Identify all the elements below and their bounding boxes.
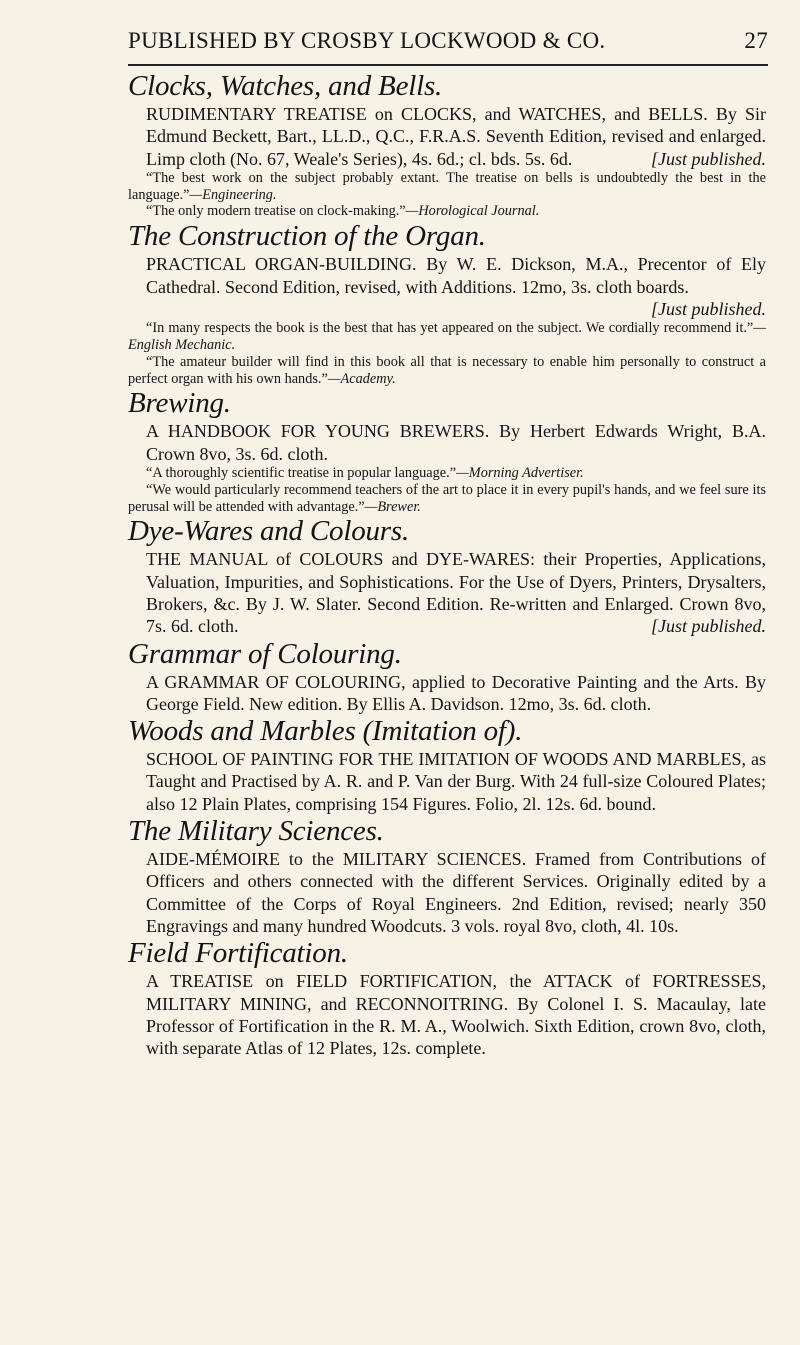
quote-text: “The amateur builder will find in this book all that is necessary to enable him personally to construct a perfect organ with his own hands.” (128, 353, 766, 387)
page-number: 27 (744, 28, 768, 53)
entry-heading: Brewing. (128, 387, 231, 420)
entry-description-text: A TREATISE on FIELD FORTIFICATION, the ATTACK of FORTRESSES, MILITARY MINING, and RECONNOITRING. By Colonel I. S. Macaulay, late Professor of Fortification in the R. M. A., Woolwich. Sixth Edition, crown 8vo, cloth, with separate Atlas of 12 Plates, 12s. complete. (146, 971, 766, 1059)
catalogue-entry (128, 937, 766, 1059)
availability-note: [Just published. (651, 616, 766, 637)
entry-description (146, 748, 766, 815)
entry-description (146, 970, 766, 1059)
entry-description (146, 103, 766, 170)
entry-description (146, 671, 766, 716)
entry-description-text: RUDIMENTARY TREATISE on CLOCKS, and WATCHES, and BELLS. By Sir Edmund Beckett, Bart., LL.D., Q.C., F.R.A.S. Seventh Edition, revised and enlarged. Limp cloth (No. 67, Weale's Series), 4s. 6d.; cl. bds. 5s. 6d. (146, 104, 766, 169)
quote-text: “We would particularly recommend teachers of the art to place it in every pupil's hands, and we feel sure its perusal will be attended with advantage.” (128, 481, 766, 515)
header-rule (128, 64, 768, 66)
running-header (128, 28, 768, 54)
quote-text: “The best work on the subject probably extant. The treatise on bells is undoubtedly the best in the language.” (128, 169, 766, 203)
availability-note: [Just published. (651, 148, 766, 169)
availability-note: [Just published. (651, 298, 766, 319)
entry-description (146, 548, 766, 637)
entry-heading: Woods and Marbles (Imitation of). (128, 715, 523, 748)
entry-heading: Dye-Wares and Colours. (128, 515, 410, 548)
entry-heading: Grammar of Colouring. (128, 637, 402, 670)
quote-source: —Engineering. (189, 186, 277, 203)
entry-heading: The Construction of the Organ. (128, 220, 486, 253)
publisher-title: PUBLISHED BY CROSBY LOCKWOOD & CO. (128, 28, 606, 53)
quote-source: —English Mechanic. (128, 320, 766, 353)
entry-heading: Field Fortification. (128, 937, 348, 970)
quote-source: —Academy. (327, 370, 396, 387)
review-quote (128, 203, 766, 220)
entry-description-text: AIDE-MÉMOIRE to the MILITARY SCIENCES. Framed from Contributions of Officers and others connected with the different Services. Originally edited by a Committee of the Corps of Royal Engineers. 2nd Edition, revised; nearly 350 Engravings and many hundred Woodcuts. 3 vols. royal 8vo, cloth, 4l. 10s. (146, 849, 766, 936)
catalogue-entry (128, 387, 766, 515)
catalogue-entry (128, 515, 766, 637)
entry-heading: The Military Sciences. (128, 815, 384, 848)
entry-description (146, 253, 766, 319)
entry-description (146, 848, 766, 937)
review-quote (128, 320, 766, 354)
review-quote (128, 482, 766, 516)
entry-description (146, 420, 766, 465)
catalogue-entry (128, 638, 766, 716)
entry-description-text: A HANDBOOK FOR YOUNG BREWERS. By Herbert Edwards Wright, B.A. Crown 8vo, 3s. 6d. cloth. (146, 421, 766, 464)
quote-text: “A thoroughly scientific treatise in popular language.” (146, 464, 457, 481)
quote-text: “In many respects the book is the best that has yet appeared on the subject. We cordially recommend it.” (146, 320, 754, 337)
review-quote (128, 170, 766, 204)
quote-source: —Morning Advertiser. (456, 464, 584, 481)
entry-description-text: SCHOOL OF PAINTING FOR THE IMITATION OF WOODS AND MARBLES, as Taught and Practised by A. R. and P. Van der Burg. With 24 full-size Coloured Plates; also 12 Plain Plates, comprising 154 Figures. Folio, 2l. 12s. 6d. bound. (146, 749, 766, 814)
entry-description-text: PRACTICAL ORGAN-BUILDING. By W. E. Dickson, M.A., Precentor of Ely Cathedral. Second Edition, revised, with Additions. 12mo, 3s. cloth boards. (146, 254, 766, 297)
catalogue-entry (128, 70, 766, 220)
entry-heading: Clocks, Watches, and Bells. (128, 70, 443, 102)
catalogue-entry (128, 815, 766, 937)
entry-description-text: THE MANUAL of COLOURS and DYE-WARES: their Properties, Applications, Valuation, Impurities, and Sophistications. For the Use of Dyers, Printers, Drysalters, Brokers, &c. By J. W. Slater. Second Edition. Re-written and Enlarged. Crown 8vo, 7s. 6d. cloth. (146, 549, 766, 637)
catalogue-entry (128, 220, 766, 387)
quote-text: “The only modern treatise on clock-making.” (146, 203, 406, 220)
entry-description-text: A GRAMMAR OF COLOURING, applied to Decorative Painting and the Arts. By George Field. New edition. By Ellis A. Davidson. 12mo, 3s. 6d. cloth. (146, 671, 766, 714)
quote-source: —Horological Journal. (405, 203, 540, 220)
review-quote (128, 354, 766, 388)
quote-source: —Brewer. (364, 498, 421, 515)
catalogue-entries (128, 70, 766, 1059)
review-quote (128, 465, 766, 482)
catalogue-entry (128, 715, 766, 815)
